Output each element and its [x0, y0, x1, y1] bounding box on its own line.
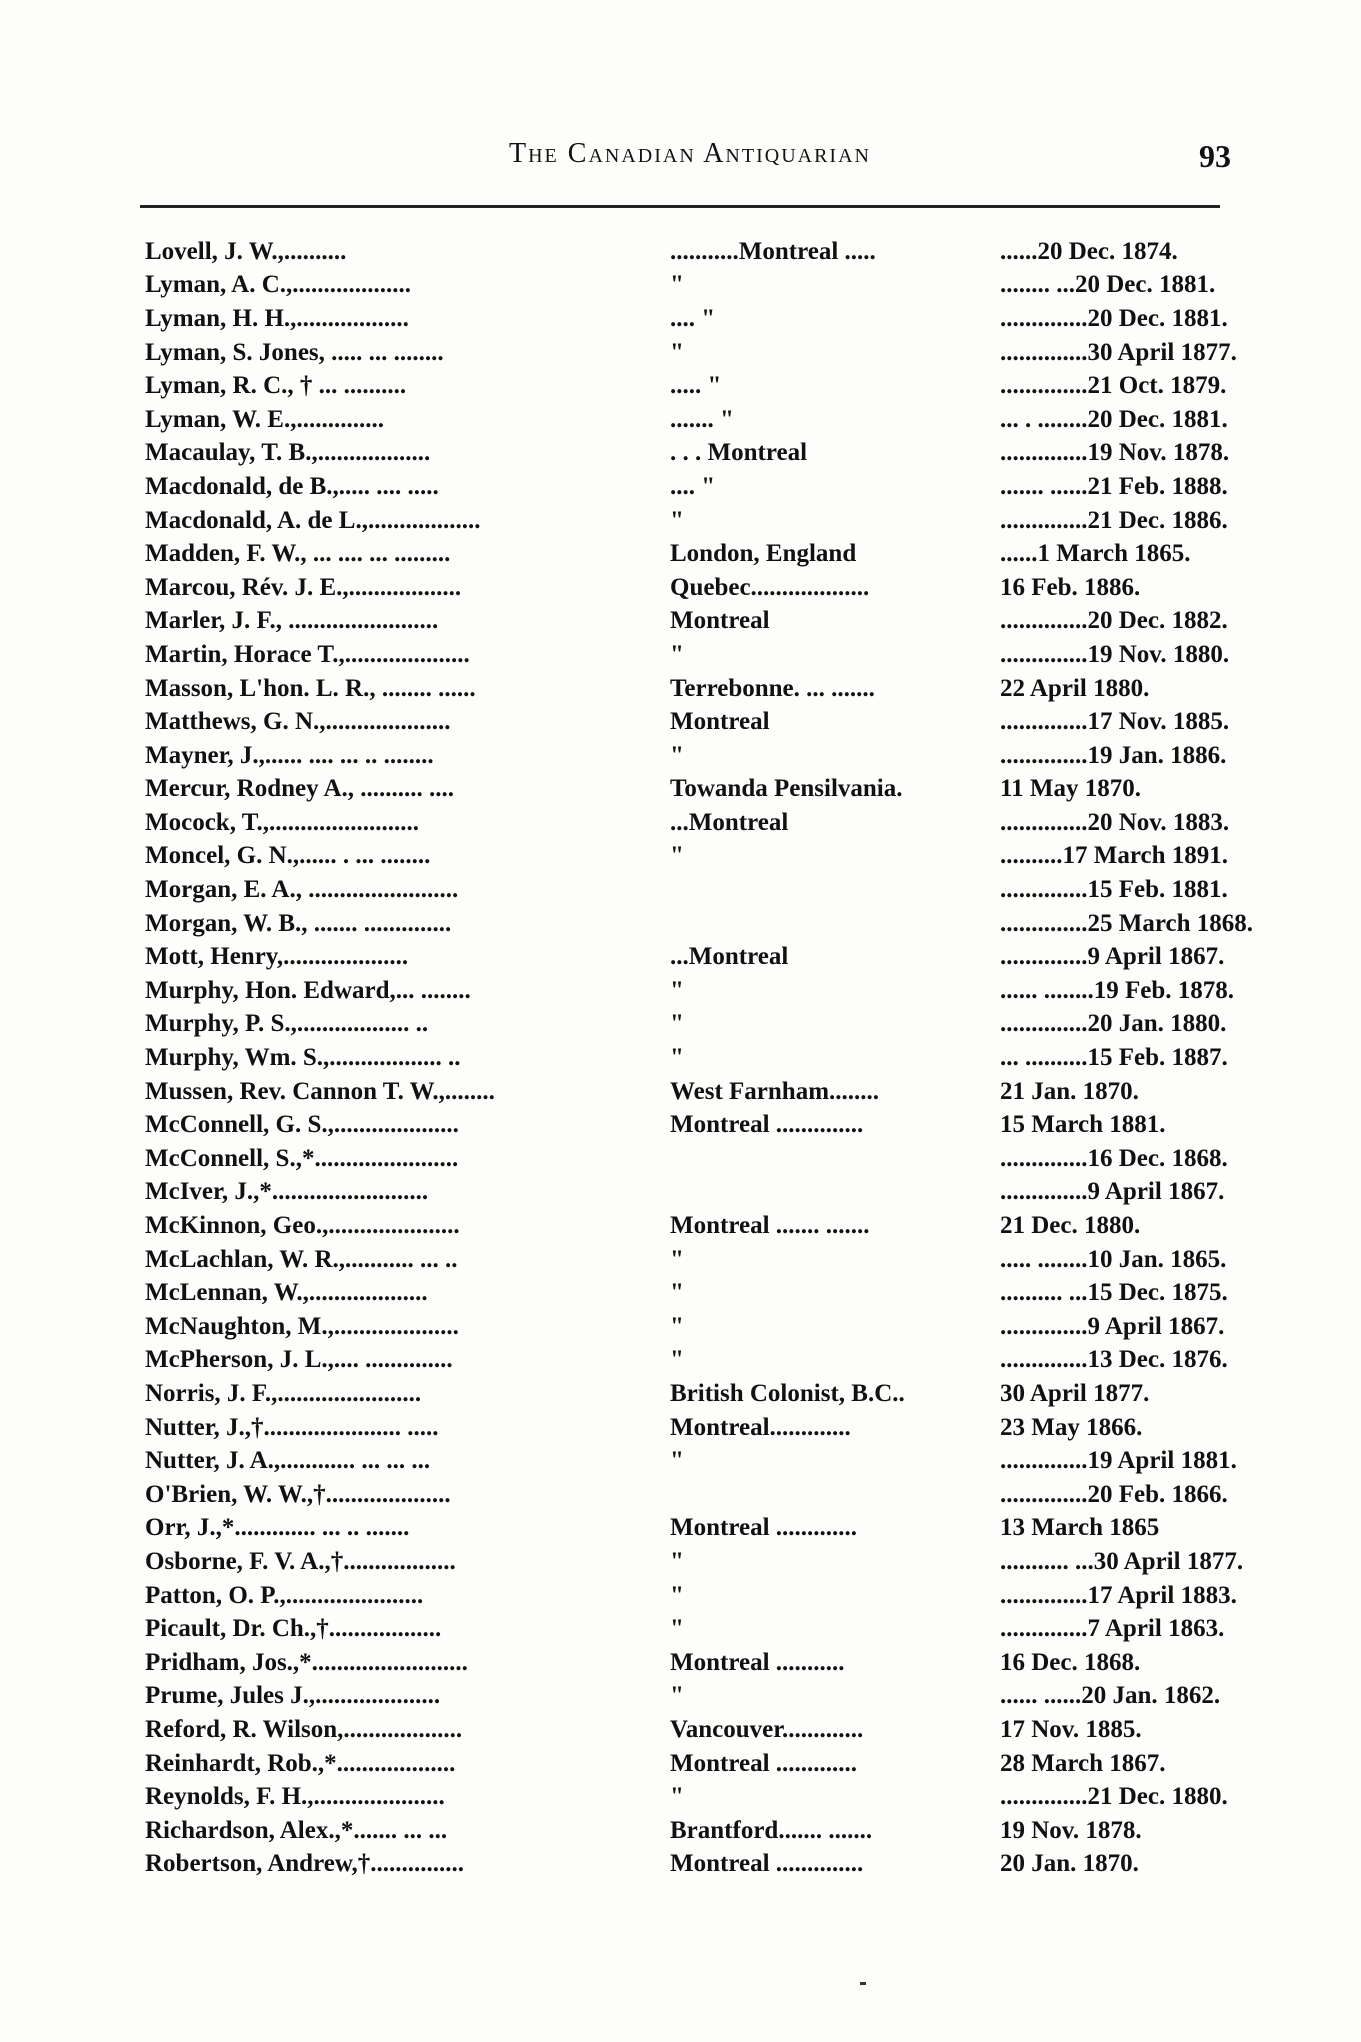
- entry-name: Prume, Jules J.,....................: [145, 1682, 441, 1710]
- entry-place: ": [670, 271, 684, 299]
- entry-name: Mayner, J.,...... .... ... .. ........: [145, 741, 434, 769]
- entry-date: 17 Nov. 1885.: [1000, 1715, 1142, 1743]
- list-item: [145, 1780, 1228, 1814]
- entry-date: ..... ........10 Jan. 1865.: [1000, 1245, 1227, 1273]
- list-item: [145, 1478, 1228, 1512]
- entry-date: 30 April 1877.: [1000, 1379, 1150, 1407]
- entry-place: British Colonist, B.C..: [670, 1379, 905, 1407]
- entry-place: ...Montreal: [670, 943, 789, 971]
- list-item: [145, 672, 1225, 706]
- entry-date: 19 Nov. 1878.: [1000, 1816, 1142, 1844]
- entry-date: 22 April 1880.: [1000, 674, 1150, 702]
- entry-date: ..............19 Nov. 1880.: [1000, 640, 1230, 668]
- list-item: [145, 1243, 1225, 1277]
- entry-place: ": [670, 741, 684, 769]
- list-item: [145, 504, 1228, 538]
- entry-date: ......20 Dec. 1874.: [1000, 237, 1178, 265]
- entry-name: Morgan, E. A., ........................: [145, 876, 459, 904]
- list-item: [145, 605, 1228, 639]
- entry-name: Lyman, H. H.,..................: [145, 304, 409, 332]
- entry-name: Lyman, S. Jones, ..... ... ........: [145, 338, 444, 366]
- entry-place: ....... ": [670, 405, 734, 433]
- entry-date: ...... ........19 Feb. 1878.: [1000, 976, 1235, 1004]
- entry-date: ..............20 Dec. 1882.: [1000, 607, 1228, 635]
- entry-date: 15 March 1881.: [1000, 1111, 1166, 1139]
- entry-date: 11 May 1870.: [1000, 775, 1141, 803]
- entry-name: Picault, Dr. Ch.,†..................: [145, 1615, 442, 1643]
- entry-date: ..............9 April 1867.: [1000, 1178, 1225, 1206]
- list-item: [145, 806, 1230, 840]
- entry-name: Morgan, W. B., ....... ..............: [145, 909, 452, 937]
- entry-place: .... ": [670, 304, 716, 332]
- page-number: 93: [1199, 138, 1231, 174]
- entry-name: Mussen, Rev. Cannon T. W.,........: [145, 1077, 495, 1105]
- entry-name: Nutter, J.,†...................... .....: [145, 1413, 439, 1441]
- member-list: [145, 235, 1253, 1881]
- entry-name: Orr, J.,*............. ... .. .......: [145, 1514, 410, 1542]
- entry-date: ..............19 Nov. 1878.: [1000, 439, 1230, 467]
- entry-date: 16 Dec. 1868.: [1000, 1648, 1141, 1676]
- entry-name: Moncel, G. N.,...... . ... ........: [145, 842, 431, 870]
- entry-place: Montreal: [670, 708, 770, 736]
- entry-place: Montreal .............: [670, 1749, 858, 1777]
- entry-date: ..........17 March 1891.: [1000, 842, 1228, 870]
- list-item: [145, 235, 1225, 269]
- entry-name: Murphy, Hon. Edward,... ........: [145, 976, 471, 1004]
- entry-name: Robertson, Andrew,†...............: [145, 1850, 465, 1878]
- list-item: [145, 638, 1230, 672]
- entry-place: ": [670, 842, 684, 870]
- ink-speck: [860, 1982, 866, 1985]
- entry-name: Mocock, T.,........................: [145, 808, 420, 836]
- entry-place: London, England: [670, 540, 857, 568]
- entry-place: West Farnham........: [670, 1077, 880, 1105]
- entry-date: 23 May 1866.: [1000, 1413, 1143, 1441]
- list-item: [145, 369, 1225, 403]
- entry-place: ": [670, 1615, 684, 1643]
- list-item: [145, 269, 1225, 303]
- entry-place: .... ": [670, 472, 716, 500]
- entry-date: ..............20 Nov. 1883.: [1000, 808, 1230, 836]
- entry-place: Vancouver.............: [670, 1715, 864, 1743]
- entry-name: Patton, O. P.,......................: [145, 1581, 424, 1609]
- entry-place: Montreal ..............: [670, 1850, 864, 1878]
- list-item: [145, 1713, 1225, 1747]
- entry-place: ": [670, 1010, 684, 1038]
- entry-name: Macdonald, A. de L.,..................: [145, 506, 481, 534]
- list-item: [145, 1276, 1228, 1310]
- entry-place: Montreal.............: [670, 1413, 851, 1441]
- list-item: [145, 739, 1225, 773]
- entry-place: ..... ": [670, 372, 722, 400]
- entry-place: ": [670, 1279, 684, 1307]
- entry-date: ..............21 Dec. 1886.: [1000, 506, 1228, 534]
- list-item: [145, 1545, 1244, 1579]
- list-item: [145, 1209, 1225, 1243]
- entry-name: Lovell, J. W.,..........: [145, 237, 347, 265]
- list-item: [145, 302, 1228, 336]
- entry-date: ........ ...20 Dec. 1881.: [1000, 271, 1216, 299]
- list-item: [145, 705, 1230, 739]
- entry-date: ......1 March 1865.: [1000, 540, 1191, 568]
- entry-name: Murphy, P. S.,.................. ..: [145, 1010, 429, 1038]
- list-item: [145, 1814, 1225, 1848]
- entry-name: McLachlan, W. R.,........... ... ..: [145, 1245, 458, 1273]
- list-item: [145, 1075, 1225, 1109]
- list-item: [145, 974, 1235, 1008]
- entry-name: Lyman, W. E.,..............: [145, 405, 384, 433]
- entry-place: ": [670, 1547, 684, 1575]
- entry-place: ...Montreal: [670, 808, 789, 836]
- entry-name: Martin, Horace T.,....................: [145, 640, 470, 668]
- list-item: [145, 403, 1228, 437]
- list-item: [145, 571, 1225, 605]
- entry-place: ": [670, 1682, 684, 1710]
- header-rule: [140, 205, 1220, 208]
- entry-date: ..............20 Feb. 1866.: [1000, 1480, 1228, 1508]
- list-item: [145, 1142, 1228, 1176]
- entry-name: Osborne, F. V. A.,†..................: [145, 1547, 456, 1575]
- entry-place: ": [670, 1783, 684, 1811]
- entry-name: Madden, F. W., ... .... ... .........: [145, 540, 451, 568]
- list-item: [145, 773, 1225, 807]
- list-item: [145, 1008, 1225, 1042]
- list-item: [145, 840, 1228, 874]
- entry-date: ..............20 Jan. 1880.: [1000, 1010, 1227, 1038]
- entry-name: Mott, Henry,....................: [145, 943, 409, 971]
- entry-name: Marler, J. F., ........................: [145, 607, 439, 635]
- list-item: [145, 907, 1253, 941]
- list-item: [145, 873, 1228, 907]
- entry-date: 28 March 1867.: [1000, 1749, 1166, 1777]
- entry-name: Reynolds, F. H.,.....................: [145, 1783, 445, 1811]
- entry-date: 21 Dec. 1880.: [1000, 1212, 1141, 1240]
- entry-name: Macdonald, de B.,..... .... .....: [145, 472, 439, 500]
- entry-date: 20 Jan. 1870.: [1000, 1850, 1139, 1878]
- entry-name: Nutter, J. A.,............ ... ... ...: [145, 1447, 431, 1475]
- entry-date: ..............16 Dec. 1868.: [1000, 1144, 1228, 1172]
- entry-date: ..............15 Feb. 1881.: [1000, 876, 1228, 904]
- entry-date: ..............9 April 1867.: [1000, 943, 1225, 971]
- entry-date: ... ..........15 Feb. 1887.: [1000, 1044, 1228, 1072]
- entry-place: Montreal ....... .......: [670, 1212, 870, 1240]
- entry-name: McConnell, G. S.,....................: [145, 1111, 459, 1139]
- entry-name: McKinnon, Geo.,.....................: [145, 1212, 460, 1240]
- entry-date: ..............25 March 1868.: [1000, 909, 1253, 937]
- entry-name: McLennan, W.,...................: [145, 1279, 428, 1307]
- entry-name: Norris, J. F.,.......................: [145, 1379, 422, 1407]
- list-item: [145, 1176, 1225, 1210]
- entry-date: 13 March 1865: [1000, 1514, 1160, 1542]
- entry-name: Reford, R. Wilson,...................: [145, 1715, 463, 1743]
- list-item: [145, 437, 1230, 471]
- entry-place: Brantford....... .......: [670, 1816, 873, 1844]
- list-item: [145, 1108, 1225, 1142]
- entry-date: ...... ......20 Jan. 1862.: [1000, 1682, 1221, 1710]
- entry-name: Lyman, R. C., † ... ..........: [145, 372, 407, 400]
- entry-place: Towanda Pensilvania.: [670, 775, 903, 803]
- entry-date: ..............17 April 1883.: [1000, 1581, 1237, 1609]
- entry-name: Marcou, Rév. J. E.,..................: [145, 573, 462, 601]
- entry-place: . . . Montreal: [670, 439, 808, 467]
- entry-place: Terrebonne. ... .......: [670, 674, 875, 702]
- entry-place: ": [670, 1044, 684, 1072]
- entry-place: Montreal .............: [670, 1514, 858, 1542]
- list-item: [145, 1512, 1225, 1546]
- list-item: [145, 1411, 1225, 1445]
- entry-date: ..............17 Nov. 1885.: [1000, 708, 1230, 736]
- entry-place: ": [670, 506, 684, 534]
- entry-date: ..............19 April 1881.: [1000, 1447, 1237, 1475]
- entry-place: Montreal ...........: [670, 1648, 845, 1676]
- entry-name: O'Brien, W. W.,†....................: [145, 1480, 451, 1508]
- list-item: [145, 1579, 1237, 1613]
- list-item: [145, 940, 1225, 974]
- entry-place: Quebec...................: [670, 573, 870, 601]
- entry-name: Murphy, Wm. S.,.................. ..: [145, 1044, 461, 1072]
- entry-name: McConnell, S.,*.......................: [145, 1144, 459, 1172]
- entry-name: Lyman, A. C.,...................: [145, 271, 412, 299]
- entry-date: ..............13 Dec. 1876.: [1000, 1346, 1228, 1374]
- entry-place: ...........Montreal .....: [670, 237, 876, 265]
- entry-name: McIver, J.,*.........................: [145, 1178, 429, 1206]
- entry-name: Pridham, Jos.,*.........................: [145, 1648, 468, 1676]
- entry-date: ..............30 April 1877.: [1000, 338, 1237, 366]
- entry-name: Reinhardt, Rob.,*...................: [145, 1749, 456, 1777]
- entry-date: ....... ......21 Feb. 1888.: [1000, 472, 1228, 500]
- list-item: [145, 1041, 1228, 1075]
- entry-date: .......... ...15 Dec. 1875.: [1000, 1279, 1228, 1307]
- entry-place: Montreal: [670, 607, 770, 635]
- entry-name: McPherson, J. L.,.... ..............: [145, 1346, 453, 1374]
- entry-place: ": [670, 338, 684, 366]
- entry-name: Macaulay, T. B.,..................: [145, 439, 431, 467]
- entry-date: ..............20 Dec. 1881.: [1000, 304, 1228, 332]
- entry-date: 21 Jan. 1870.: [1000, 1077, 1139, 1105]
- entry-date: ... . ........20 Dec. 1881.: [1000, 405, 1228, 433]
- list-item: [145, 1444, 1237, 1478]
- list-item: [145, 1747, 1225, 1781]
- list-item: [145, 1310, 1225, 1344]
- entry-date: 16 Feb. 1886.: [1000, 573, 1141, 601]
- entry-place: ": [670, 976, 684, 1004]
- entry-name: Masson, L'hon. L. R., ........ ......: [145, 674, 476, 702]
- entry-date: ..............7 April 1863.: [1000, 1615, 1225, 1643]
- running-title: The Canadian Antiquarian: [509, 138, 871, 169]
- entry-date: ........... ...30 April 1877.: [1000, 1547, 1244, 1575]
- list-item: [145, 1848, 1225, 1882]
- list-item: [145, 336, 1237, 370]
- list-item: [145, 1377, 1225, 1411]
- list-item: [145, 1680, 1225, 1714]
- list-item: [145, 1612, 1225, 1646]
- list-item: [145, 537, 1225, 571]
- entry-place: ": [670, 1581, 684, 1609]
- entry-place: ": [670, 1245, 684, 1273]
- entry-date: ..............19 Jan. 1886.: [1000, 741, 1227, 769]
- entry-date: ..............21 Dec. 1880.: [1000, 1783, 1228, 1811]
- entry-date: ..............21 Oct. 1879.: [1000, 372, 1227, 400]
- entry-place: ": [670, 640, 684, 668]
- entry-name: Matthews, G. N.,....................: [145, 708, 451, 736]
- entry-place: ": [670, 1346, 684, 1374]
- entry-place: ": [670, 1312, 684, 1340]
- list-item: [145, 1646, 1225, 1680]
- list-item: [145, 1344, 1228, 1378]
- list-item: [145, 470, 1228, 504]
- entry-name: Mercur, Rodney A., .......... ....: [145, 775, 455, 803]
- entry-name: Richardson, Alex.,*....... ... ...: [145, 1816, 448, 1844]
- entry-place: Montreal ..............: [670, 1111, 864, 1139]
- entry-name: McNaughton, M.,....................: [145, 1312, 459, 1340]
- entry-date: ..............9 April 1867.: [1000, 1312, 1225, 1340]
- entry-place: ": [670, 1447, 684, 1475]
